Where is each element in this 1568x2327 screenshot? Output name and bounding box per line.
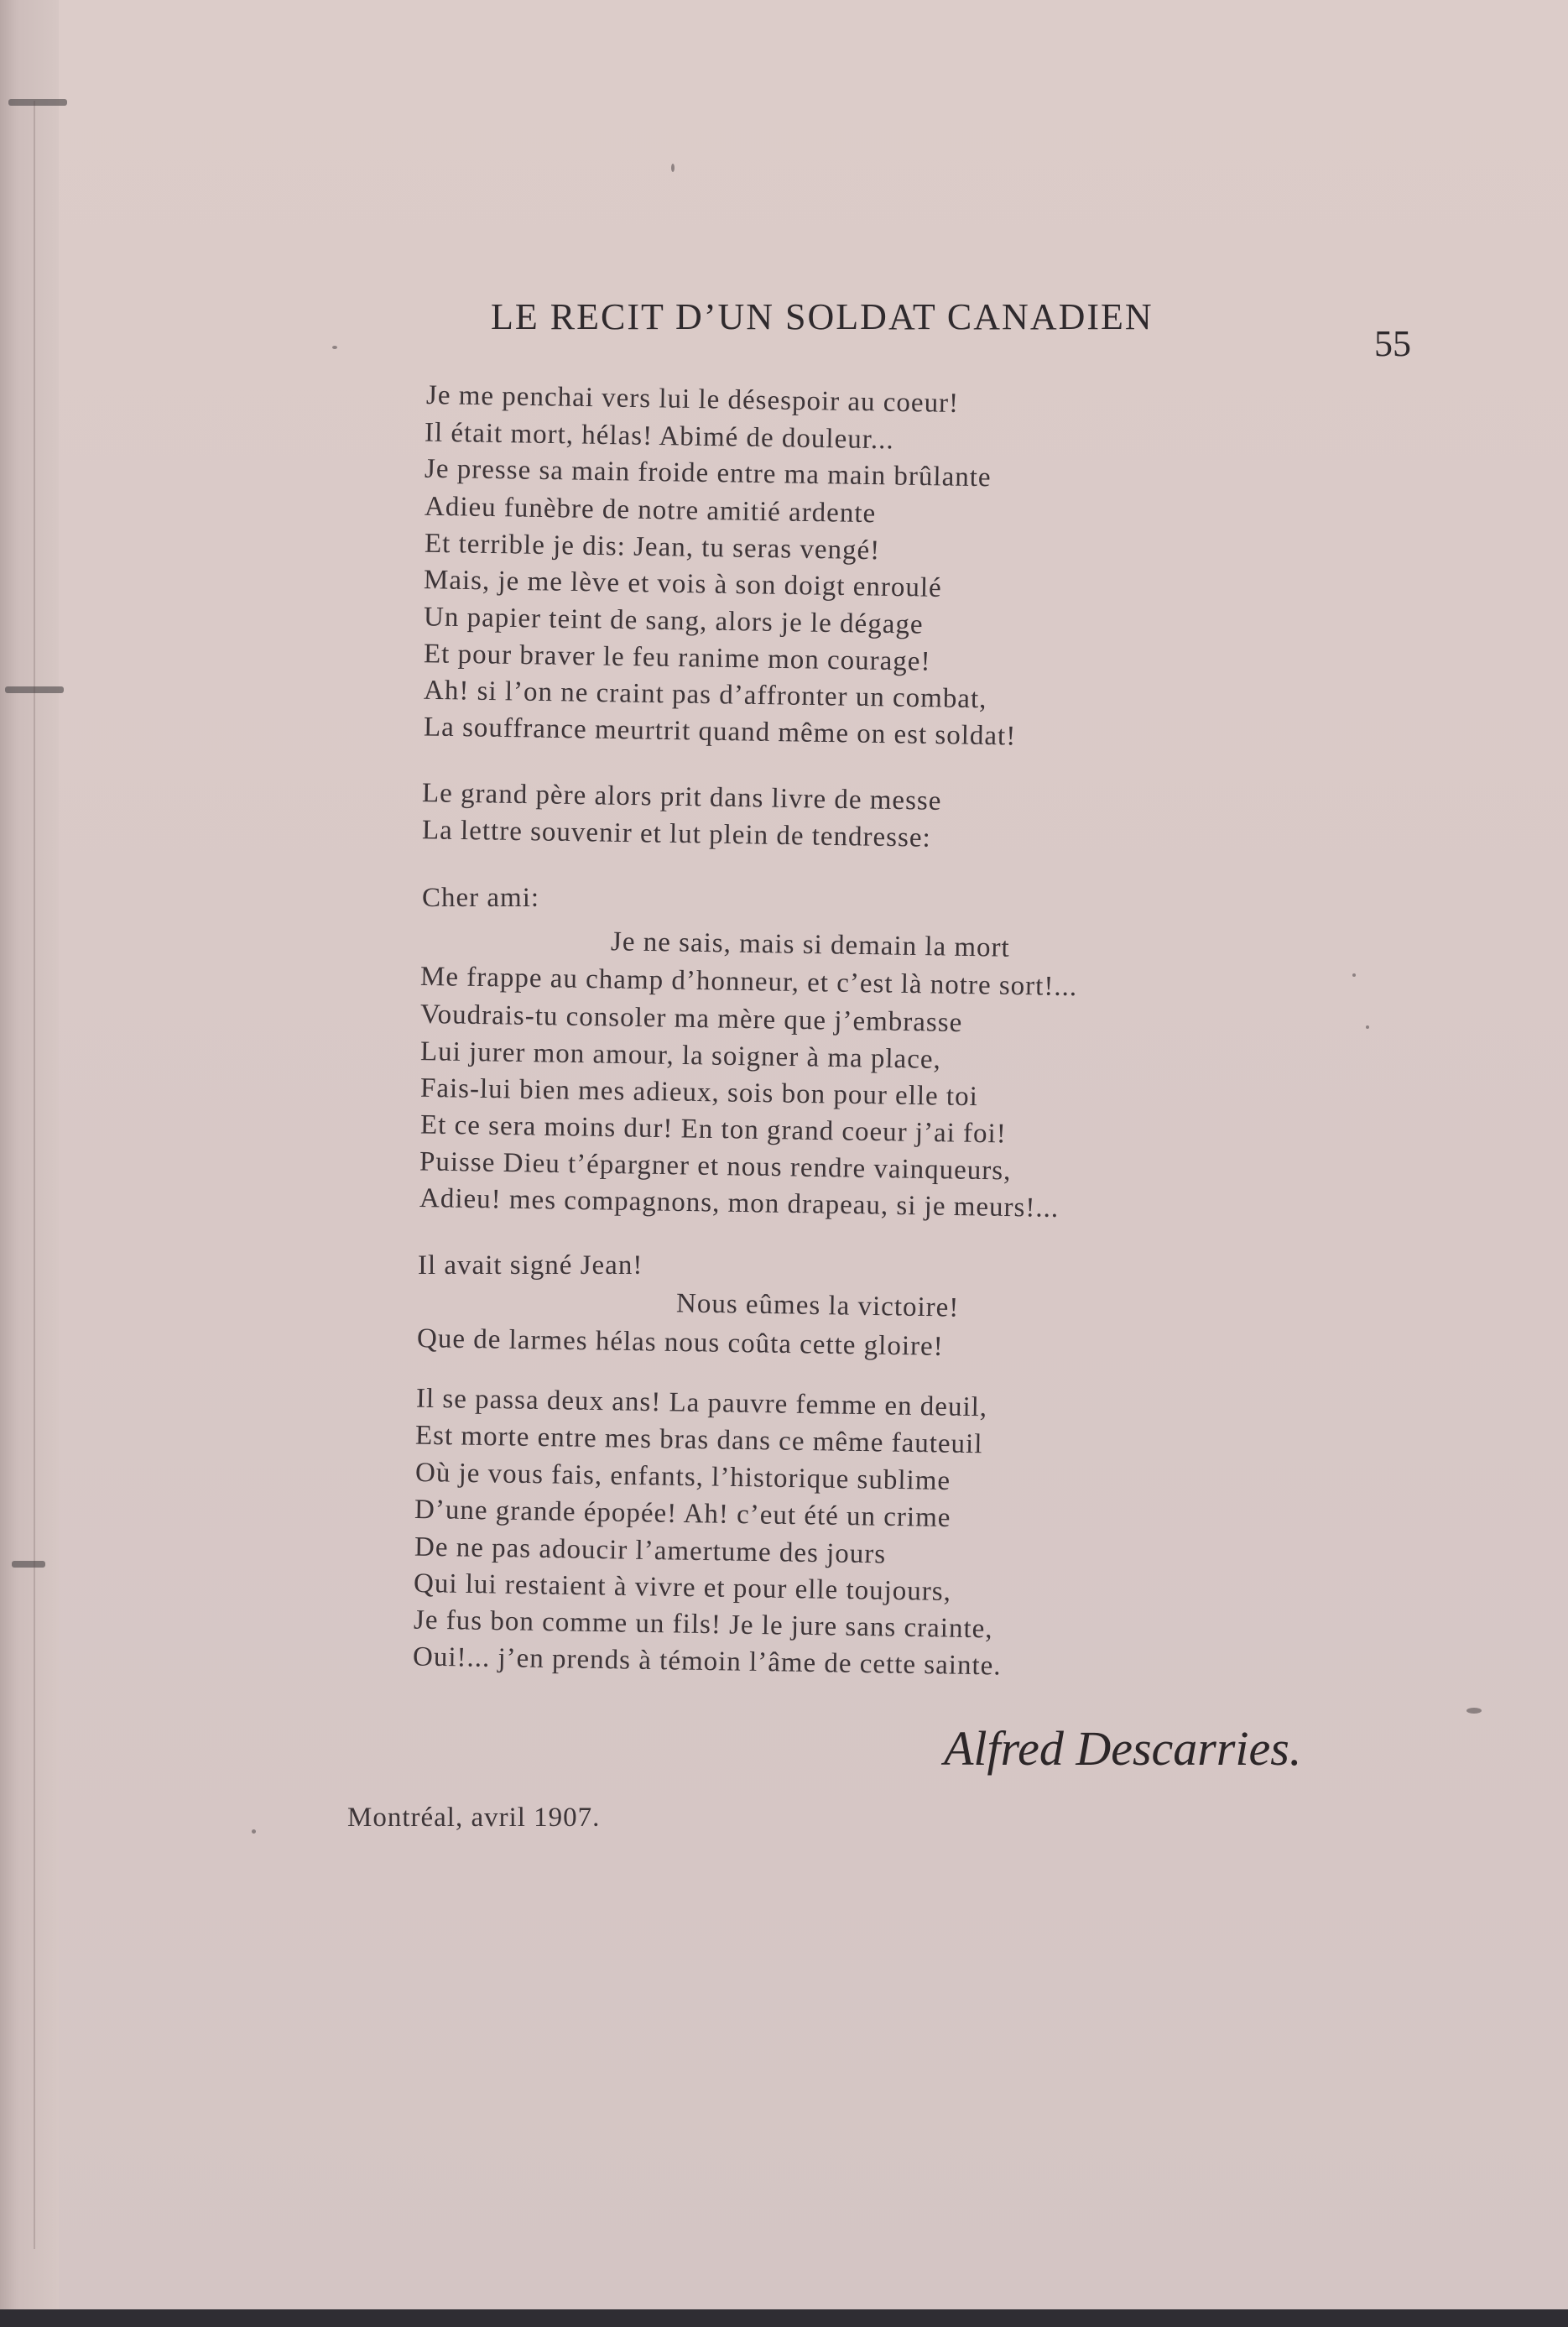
author-signature: Alfred Descarries.: [944, 1721, 1302, 1776]
paper-speck: [1466, 1708, 1482, 1714]
poem-line: Et terrible je dis: Jean, tu seras vengé!: [424, 528, 881, 566]
binding-thread: [8, 99, 67, 106]
poem-line: Voudrais-tu consoler ma mère que j’embrasse: [419, 999, 963, 1039]
poem-line: Puisse Dieu t’épargner et nous rendre vainqueurs,: [419, 1146, 1012, 1187]
poem-line: Il avait signé Jean!: [418, 1250, 643, 1281]
poem-line: Je fus bon comme un fils! Je le jure sans crainte,: [413, 1604, 993, 1645]
binding-thread: [12, 1561, 45, 1568]
poem-line: Je me penchai vers lui le désespoir au coeur!: [425, 380, 960, 419]
poem-line: Ah! si l’on ne craint pas d’affronter un combat,: [423, 675, 987, 715]
poem-line: Adieu funèbre de notre amitié ardente: [424, 491, 877, 530]
poem-line: Qui lui restaient à vivre et pour elle toujours,: [413, 1568, 952, 1608]
poem-line: Fais-lui bien mes adieux, sois bon pour elle toi: [419, 1072, 979, 1113]
poem-line: Oui!... j’en prends à témoin l’âme de cette sainte.: [412, 1641, 1002, 1682]
poem-line: Et pour braver le feu ranime mon courage!: [423, 639, 931, 677]
poem-line: Me frappe au champ d’honneur, et c’est là notre sort!...: [419, 961, 1078, 1003]
book-spine: [0, 0, 59, 2327]
paper-speck: [1352, 973, 1356, 977]
spine-crease: [34, 101, 35, 2249]
poem-line: Je presse sa main froide entre ma main brûlante: [424, 453, 992, 493]
poem-line: La souffrance meurtrit quand même on est soldat!: [423, 712, 1017, 752]
binding-thread: [5, 686, 64, 693]
poem-line: D’une grande épopée! Ah! c’eut été un crime: [414, 1494, 951, 1534]
poem-line: La lettre souvenir et lut plein de tendresse:: [421, 815, 931, 853]
page-number: 55: [1374, 323, 1411, 364]
poem-line: Est morte entre mes bras dans ce même fauteuil: [414, 1420, 983, 1460]
paper-speck: [332, 346, 337, 349]
running-header-title: LE RECIT D’UN SOLDAT CANADIEN: [491, 296, 1154, 337]
poem-line: Où je vous fais, enfants, l’historique sublime: [414, 1457, 951, 1497]
poem-line: Et ce sera moins dur! En ton grand coeur j’ai foi!: [419, 1109, 1008, 1150]
poem-line: Lui jurer mon amour, la soigner à ma place,: [419, 1036, 942, 1075]
poem-line: Il se passa deux ans! La pauvre femme en deuil,: [415, 1383, 988, 1423]
book-bottom-edge: [0, 2309, 1568, 2327]
poem-line: De ne pas adoucir l’amertume des jours: [414, 1531, 887, 1570]
paper-speck: [1366, 1025, 1369, 1029]
poem-line: Le grand père alors prit dans livre de messe: [421, 778, 942, 817]
poem-line: Nous eûmes la victoire!: [675, 1288, 960, 1323]
letter-salutation: Cher ami:: [422, 883, 540, 913]
poem-line: Un papier teint de sang, alors je le dégage: [423, 602, 924, 640]
poem-line: Il était mort, hélas! Abimé de douleur...: [424, 417, 894, 456]
poem-line: Mais, je me lève et vois à son doigt enroulé: [423, 565, 942, 603]
paper-speck: [671, 164, 675, 172]
poem-line: Que de larmes hélas nous coûta cette gloire!: [416, 1323, 944, 1362]
poem-line: Je ne sais, mais si demain la mort: [610, 926, 1011, 963]
poem-line: Adieu! mes compagnons, mon drapeau, si je meurs!...: [419, 1183, 1060, 1224]
place-date-line: Montréal, avril 1907.: [347, 1803, 601, 1833]
paper-speck: [252, 1829, 256, 1834]
